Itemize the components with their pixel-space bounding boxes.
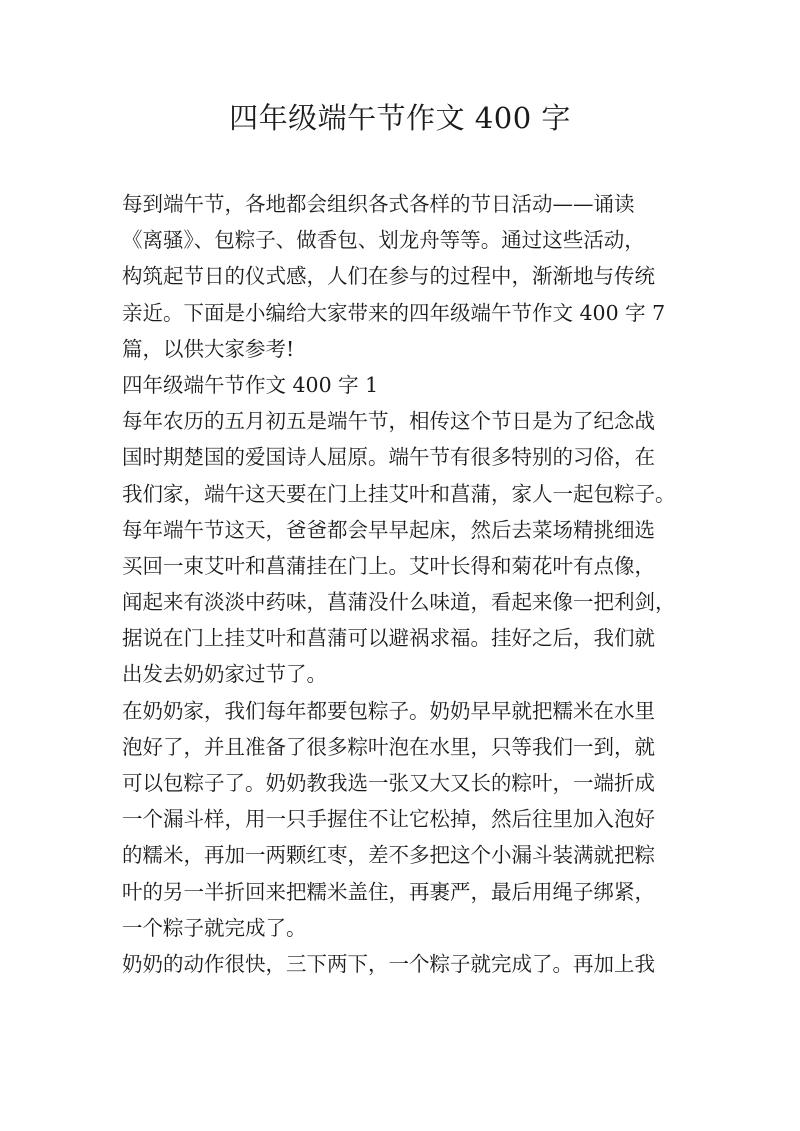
body-line: 的糯米，再加一两颗红枣，差不多把这个小漏斗装满就把粽 [122, 843, 655, 868]
body-line: 可以包粽子了。奶奶教我选一张又大又长的粽叶，一端折成 [122, 771, 655, 795]
body-line: 每年端午节这天，爸爸都会早早起床，然后去菜场精挑细选 [122, 517, 655, 542]
body-line: 一个漏斗样，用一只手握住不让它松掉，然后往里加入泡好 [122, 807, 655, 832]
body-line: 泡好了，并且准备了很多粽叶泡在水里，只等我们一到，就 [122, 734, 655, 759]
body-line: 在奶奶家，我们每年都要包粽子。奶奶早早就把糯米在水里 [122, 698, 655, 723]
body-line: 闻起来有淡淡中药味，菖蒲没什么味道，看起来像一把利剑， [122, 590, 676, 615]
body-line: 据说在门上挂艾叶和菖蒲可以避祸求福。挂好之后，我们就 [122, 626, 655, 651]
body-line: 《离骚》、包粽子、做香包、划龙舟等等。通过这些活动， [122, 228, 645, 253]
body-line: 奶奶的动作很快，三下两下，一个粽子就完成了。再加上我 [122, 951, 655, 976]
document-title: 四年级端午节作文 400 字 [229, 101, 571, 135]
body-line: 买回一束艾叶和菖蒲挂在门上。艾叶长得和菊花叶有点像， [122, 553, 655, 578]
body-line: 出发去奶奶家过节了。 [122, 662, 327, 687]
body-line: 亲近。下面是小编给大家带来的四年级端午节作文 400 字 7 [122, 300, 666, 325]
body-line: 叶的另一半折回来把糯米盖住，再裹严，最后用绳子绑紧， [122, 879, 655, 904]
body-line: 一个粽子就完成了。 [122, 915, 307, 940]
body-line: 构筑起节日的仪式感，人们在参与的过程中，渐渐地与传统 [122, 264, 655, 289]
body-line: 每到端午节，各地都会组织各式各样的节日活动——诵读 [122, 192, 635, 216]
body-line: 篇，以供大家参考! [122, 336, 295, 361]
document-body [122, 186, 688, 982]
section-heading: 四年级端午节作文 400 字 1 [122, 372, 379, 397]
body-line: 我们家，端午这天要在门上挂艾叶和菖蒲，家人一起包粽子。 [122, 481, 676, 506]
body-line: 每年农历的五月初五是端午节，相传这个节日是为了纪念战 [122, 409, 655, 434]
body-line: 国时期楚国的爱国诗人屈原。端午节有很多特别的习俗，在 [122, 445, 655, 470]
